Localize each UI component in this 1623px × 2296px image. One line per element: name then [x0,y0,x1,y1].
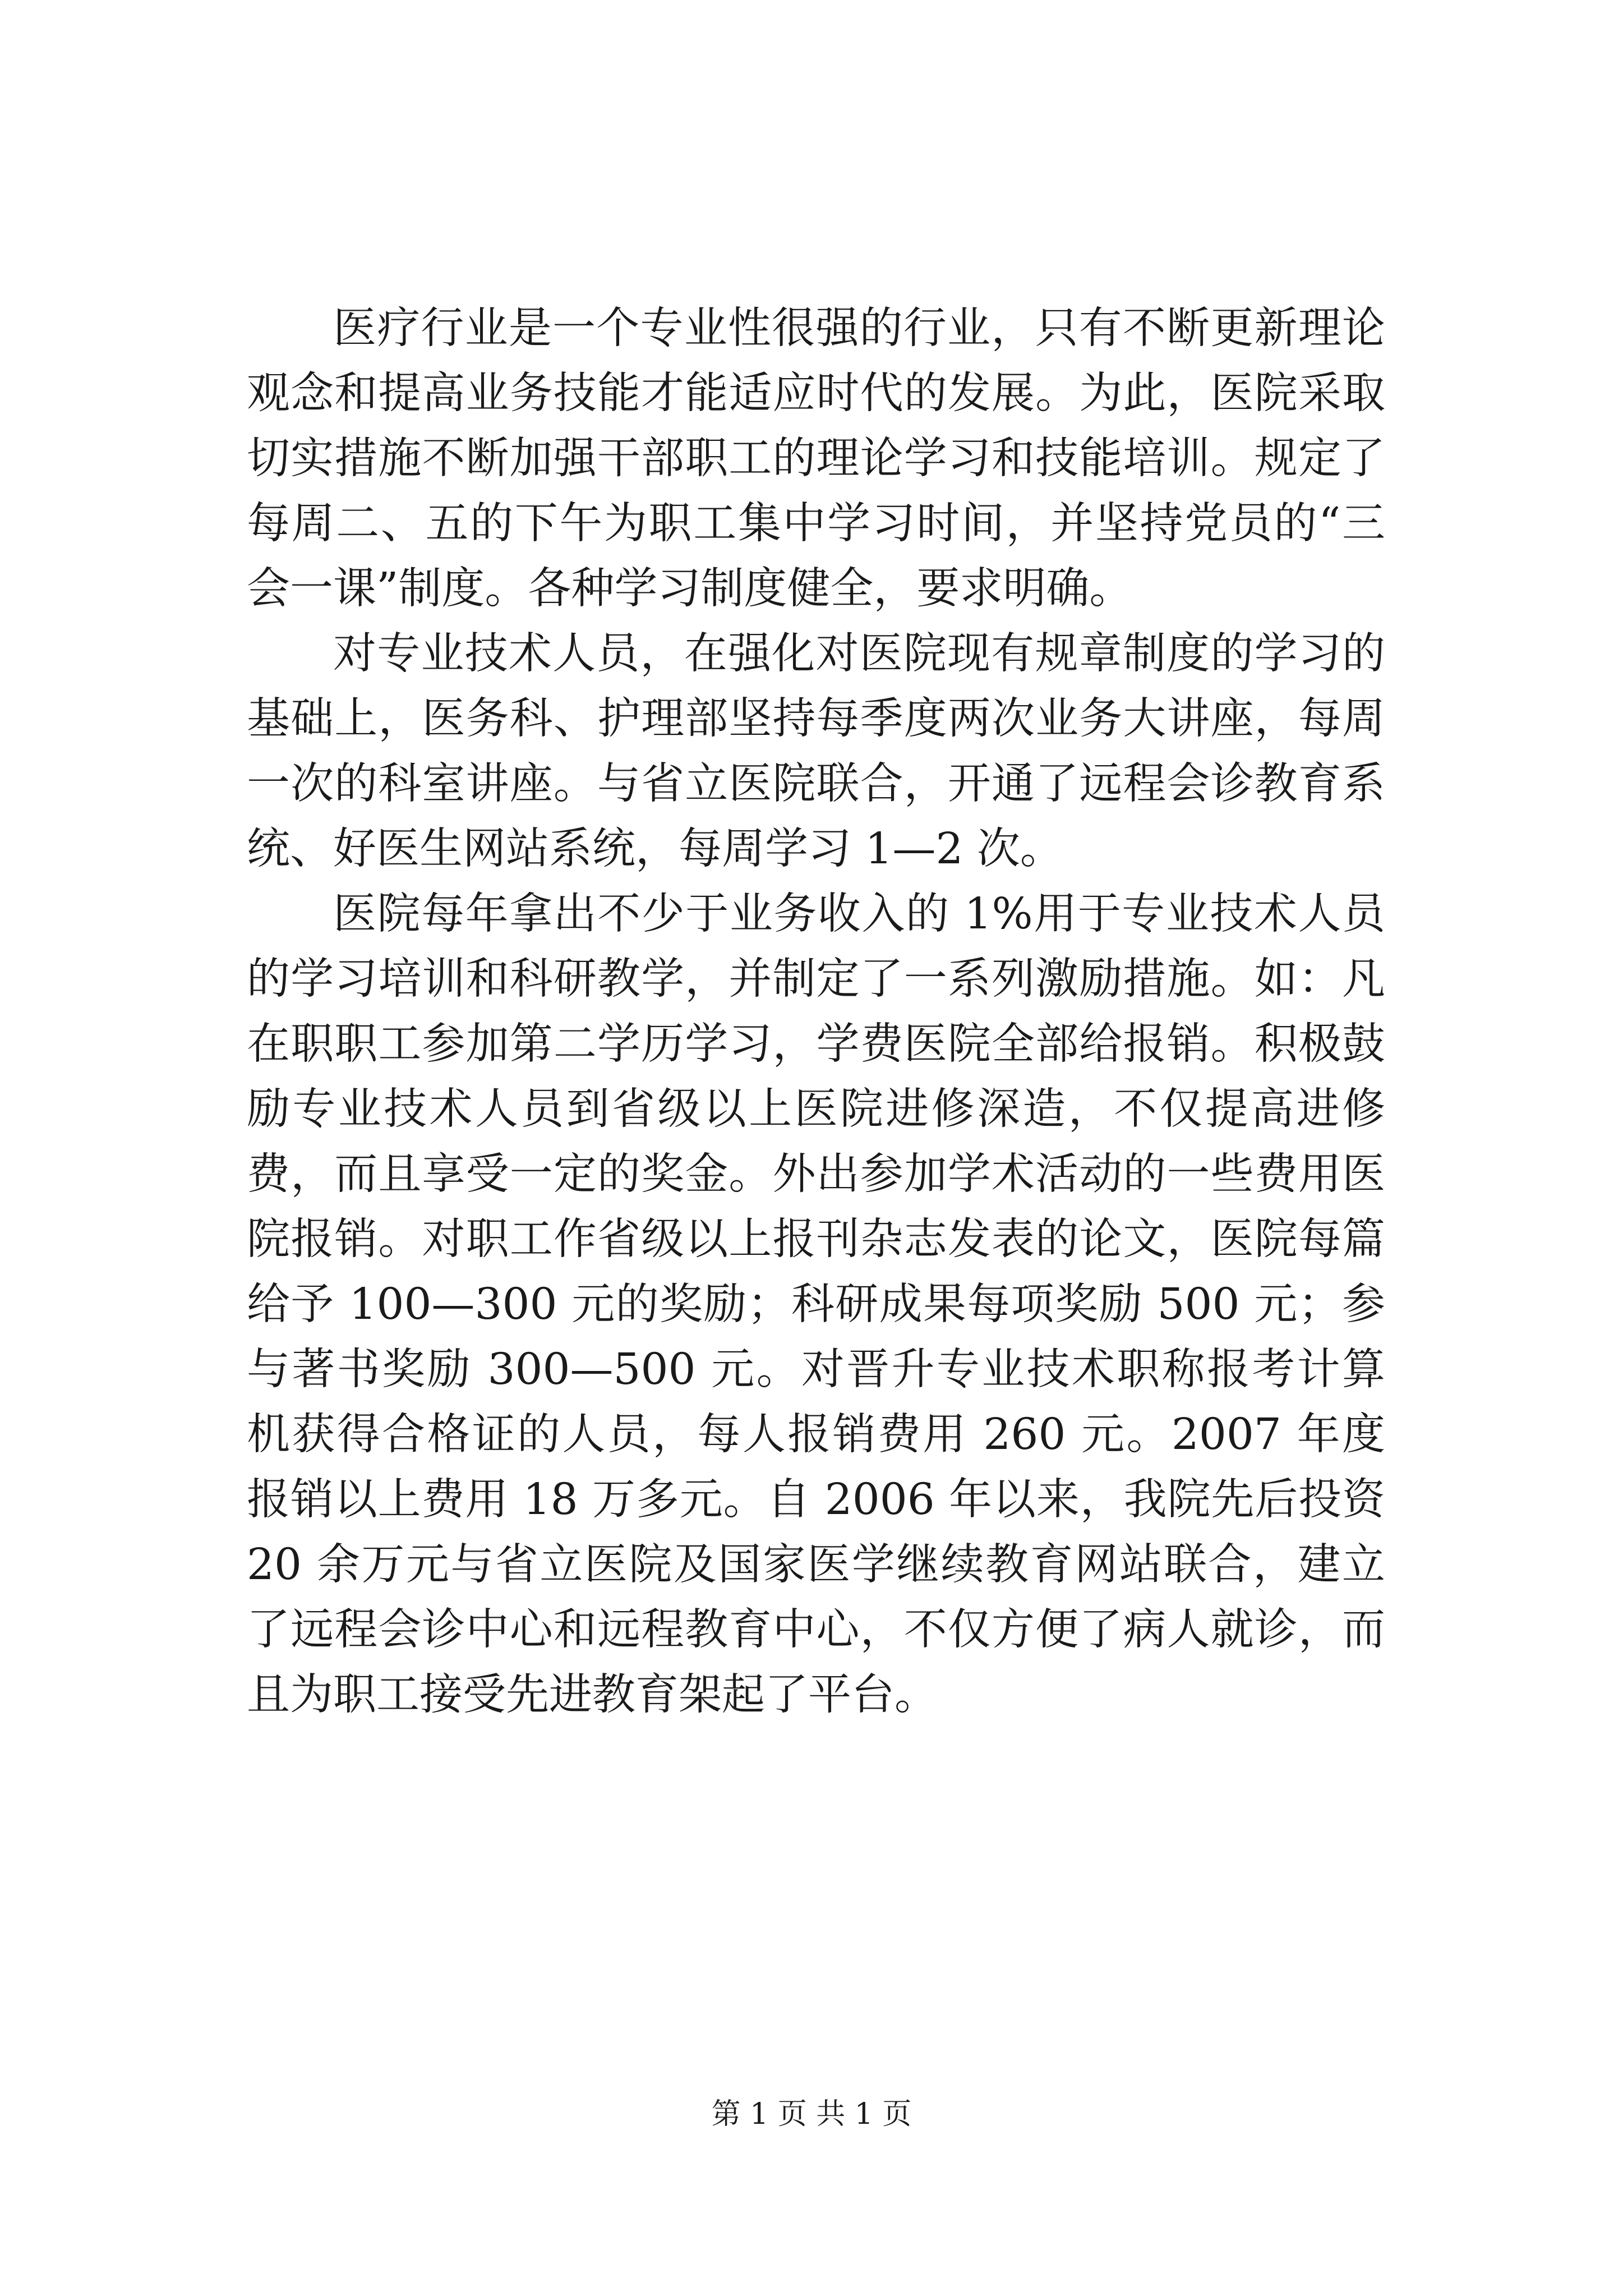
document-body [247,296,1385,1728]
paragraph-incentives: 医院每年拿出不少于业务收入的 1%用于专业技术人员的学习培训和科研教学，并制定了一系列激励措施。如：凡在职职工参加第二学历学习，学费医院全部给报销。积极鼓励专业技术人员到省级以上医院进修深造，不仅提高进修费，而且享受一定的奖金。外出参加学术活动的一些费用医院报销。对职工作省级以上报刊杂志发表的论文，医院每篇给予 100—300 元的奖励；科研成果每项奖励 500 元；参与著书奖励 300—500 元。对晋升专业技术职称报考计算机获得合格证的人员，每人报销费用 260 元。2007 年度报销以上费用 18 万多元。自 2006 年以来，我院先后投资 20 余万元与省立医院及国家医学继续教育网站联合，建立了远程会诊中心和远程教育中心，不仅方便了病人就诊，而且为职工接受先进教育架起了平台。 [247,889,1385,1720]
paragraph-technical-staff: 对专业技术人员，在强化对医院现有规章制度的学习的基础上，医务科、护理部坚持每季度两次业务大讲座，每周一次的科室讲座。与省立医院联合，开通了远程会诊教育系统、好医生网站系统，每周学习 1—2 次。 [247,629,1385,874]
paragraph-study-system: 医疗行业是一个专业性很强的行业，只有不断更新理论观念和提高业务技能才能适应时代的发展。为此，医院采取切实措施不断加强干部职工的理论学习和技能培训。规定了每周二、五的下午为职工集中学习时间，并坚持党员的“三会一课”制度。各种学习制度健全，要求明确。 [247,303,1385,614]
page-footer: 第 1 页 共 1 页 [711,2097,912,2131]
